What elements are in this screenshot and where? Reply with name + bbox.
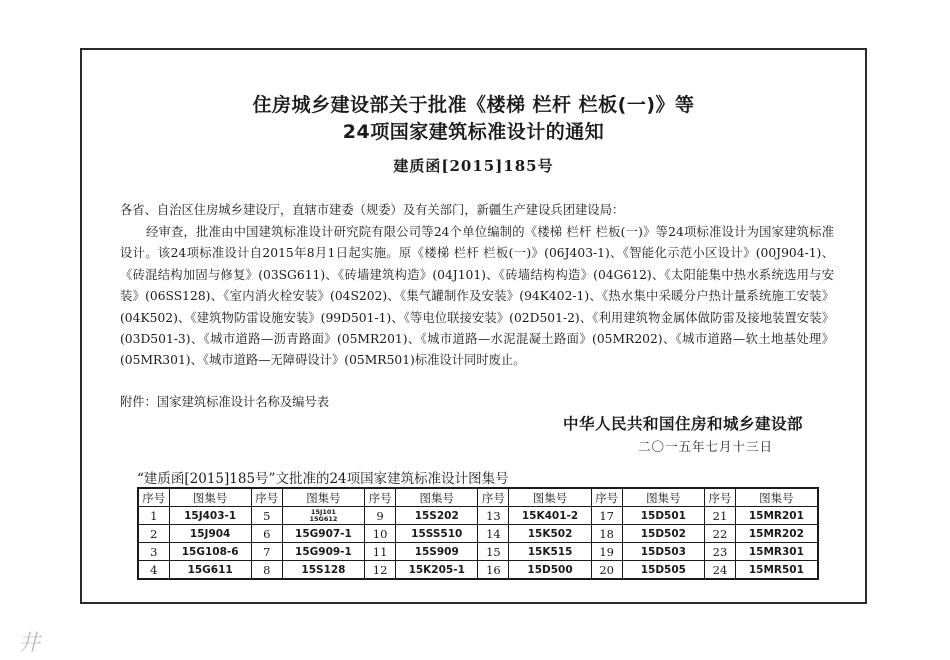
seq-cell: 15 xyxy=(478,543,509,561)
table-row xyxy=(138,543,818,561)
notice-title-line1: 住房城乡建设部关于批准《楼梯 栏杆 栏板(一)》等 xyxy=(252,94,695,116)
atlas-code-cell: 15SS510 xyxy=(396,525,478,543)
seq-cell: 4 xyxy=(138,561,169,580)
atlas-code-cell: 15K205-1 xyxy=(396,561,478,580)
seq-cell: 7 xyxy=(251,543,282,561)
header-seq: 序号 xyxy=(478,488,509,507)
seq-cell: 11 xyxy=(365,543,396,561)
atlas-code-cell: 15D502 xyxy=(622,525,704,543)
seq-cell: 23 xyxy=(704,543,735,561)
seq-cell: 10 xyxy=(365,525,396,543)
header-code: 图集号 xyxy=(735,488,817,507)
atlas-number-table xyxy=(137,487,819,580)
seq-cell: 8 xyxy=(251,561,282,580)
atlas-code-cell: 15K515 xyxy=(509,543,591,561)
header-seq: 序号 xyxy=(365,488,396,507)
atlas-code-cell: 15G909-1 xyxy=(282,543,364,561)
document-number: 建质函[2015]185号 xyxy=(393,157,554,175)
header-seq: 序号 xyxy=(251,488,282,507)
table-row xyxy=(138,525,818,543)
seq-cell: 1 xyxy=(138,507,169,525)
header-code: 图集号 xyxy=(169,488,251,507)
atlas-code-cell: 15MR501 xyxy=(735,561,817,580)
seq-cell: 24 xyxy=(704,561,735,580)
atlas-code-cell: 15J904 xyxy=(169,525,251,543)
seq-cell: 22 xyxy=(704,525,735,543)
issuing-authority: 中华人民共和国住房和城乡建设部 xyxy=(562,415,803,433)
atlas-code-cell: 15S909 xyxy=(396,543,478,561)
seq-cell: 20 xyxy=(591,561,622,580)
atlas-code-cell: 15G108-6 xyxy=(169,543,251,561)
seq-cell: 6 xyxy=(251,525,282,543)
atlas-code-cell: 15K401-2 xyxy=(509,507,591,525)
atlas-code-cell: 15J101 15G612 xyxy=(282,507,364,525)
seq-cell: 13 xyxy=(478,507,509,525)
seq-cell: 14 xyxy=(478,525,509,543)
atlas-code-cell: 15D500 xyxy=(509,561,591,580)
notice-paragraph: 经审查，批准由中国建筑标准设计研究院有限公司等24个单位编制的《楼梯 栏杆 栏板(一)》等24项标准设计为国家建筑标准设计。该24项标准设计自2015年8月1日起实施。原《楼梯 栏杆 栏板(一)》(06J403-1)、《智能化示范小区设计》(00J904-1)、《砖混结构加固与修复》(03SG611)、《砖墙建筑构造》(04J101)、《砖墙结构构造》(04G612)、《太阳能集中热水系统选用与安装》(06SS128)、《室内消火栓安装》(04S202)、《集气罐制作及安装》(94K402-1)、《热水集中采暖分户热计量系统施工安装》(04K502)、《建筑物防雷设施安装》(99D501-1)、《等电位联接安装》(02D501-2)、《利用建筑物金属体做防雷及接地装置安装》(03D501-3)、《城市道路—沥青路面》(05MR201)、《城市道路—水泥混凝土路面》(05MR202)、《城市道路—软土地基处理》(05MR301)、《城市道路—无障碍设计》(05MR501)标准设计同时废止。 xyxy=(120,225,834,368)
document-frame xyxy=(80,48,867,604)
atlas-code-cell: 15MR301 xyxy=(735,543,817,561)
header-seq: 序号 xyxy=(138,488,169,507)
table-title: “建质函[2015]185号”文批准的24项国家建筑标准设计图集号 xyxy=(137,471,509,487)
table-row xyxy=(138,561,818,580)
issue-date: 二〇一五年七月十三日 xyxy=(637,439,773,454)
watermark-mark: 井 xyxy=(18,631,41,656)
seq-cell: 9 xyxy=(365,507,396,525)
atlas-code-cell: 15D501 xyxy=(622,507,704,525)
header-code: 图集号 xyxy=(396,488,478,507)
seq-cell: 21 xyxy=(704,507,735,525)
seq-cell: 16 xyxy=(478,561,509,580)
seq-cell: 18 xyxy=(591,525,622,543)
atlas-code-cell: 15S202 xyxy=(396,507,478,525)
seq-cell: 12 xyxy=(365,561,396,580)
atlas-code-cell: 15G611 xyxy=(169,561,251,580)
attachment-line: 附件：国家建筑标准设计名称及编号表 xyxy=(120,395,330,409)
atlas-code-cell: 15G907-1 xyxy=(282,525,364,543)
header-code: 图集号 xyxy=(622,488,704,507)
atlas-code-cell: 15K502 xyxy=(509,525,591,543)
atlas-code-cell: 15MR201 xyxy=(735,507,817,525)
atlas-code-cell: 15MR202 xyxy=(735,525,817,543)
seq-cell: 17 xyxy=(591,507,622,525)
seq-cell: 5 xyxy=(251,507,282,525)
table-row xyxy=(138,507,818,525)
header-seq: 序号 xyxy=(704,488,735,507)
header-code: 图集号 xyxy=(282,488,364,507)
atlas-code-cell: 15D503 xyxy=(622,543,704,561)
atlas-code-cell: 15S128 xyxy=(282,561,364,580)
atlas-code-cell: 15J403-1 xyxy=(169,507,251,525)
notice-title-line2: 24项国家建筑标准设计的通知 xyxy=(342,121,605,143)
atlas-code-cell: 15D505 xyxy=(622,561,704,580)
header-code: 图集号 xyxy=(509,488,591,507)
header-seq: 序号 xyxy=(591,488,622,507)
seq-cell: 2 xyxy=(138,525,169,543)
seq-cell: 3 xyxy=(138,543,169,561)
seq-cell: 19 xyxy=(591,543,622,561)
greeting: 各省、自治区住房城乡建设厅，直辖市建委（规委）及有关部门，新疆生产建设兵团建设局： xyxy=(120,203,625,217)
table-header-row xyxy=(138,488,818,507)
